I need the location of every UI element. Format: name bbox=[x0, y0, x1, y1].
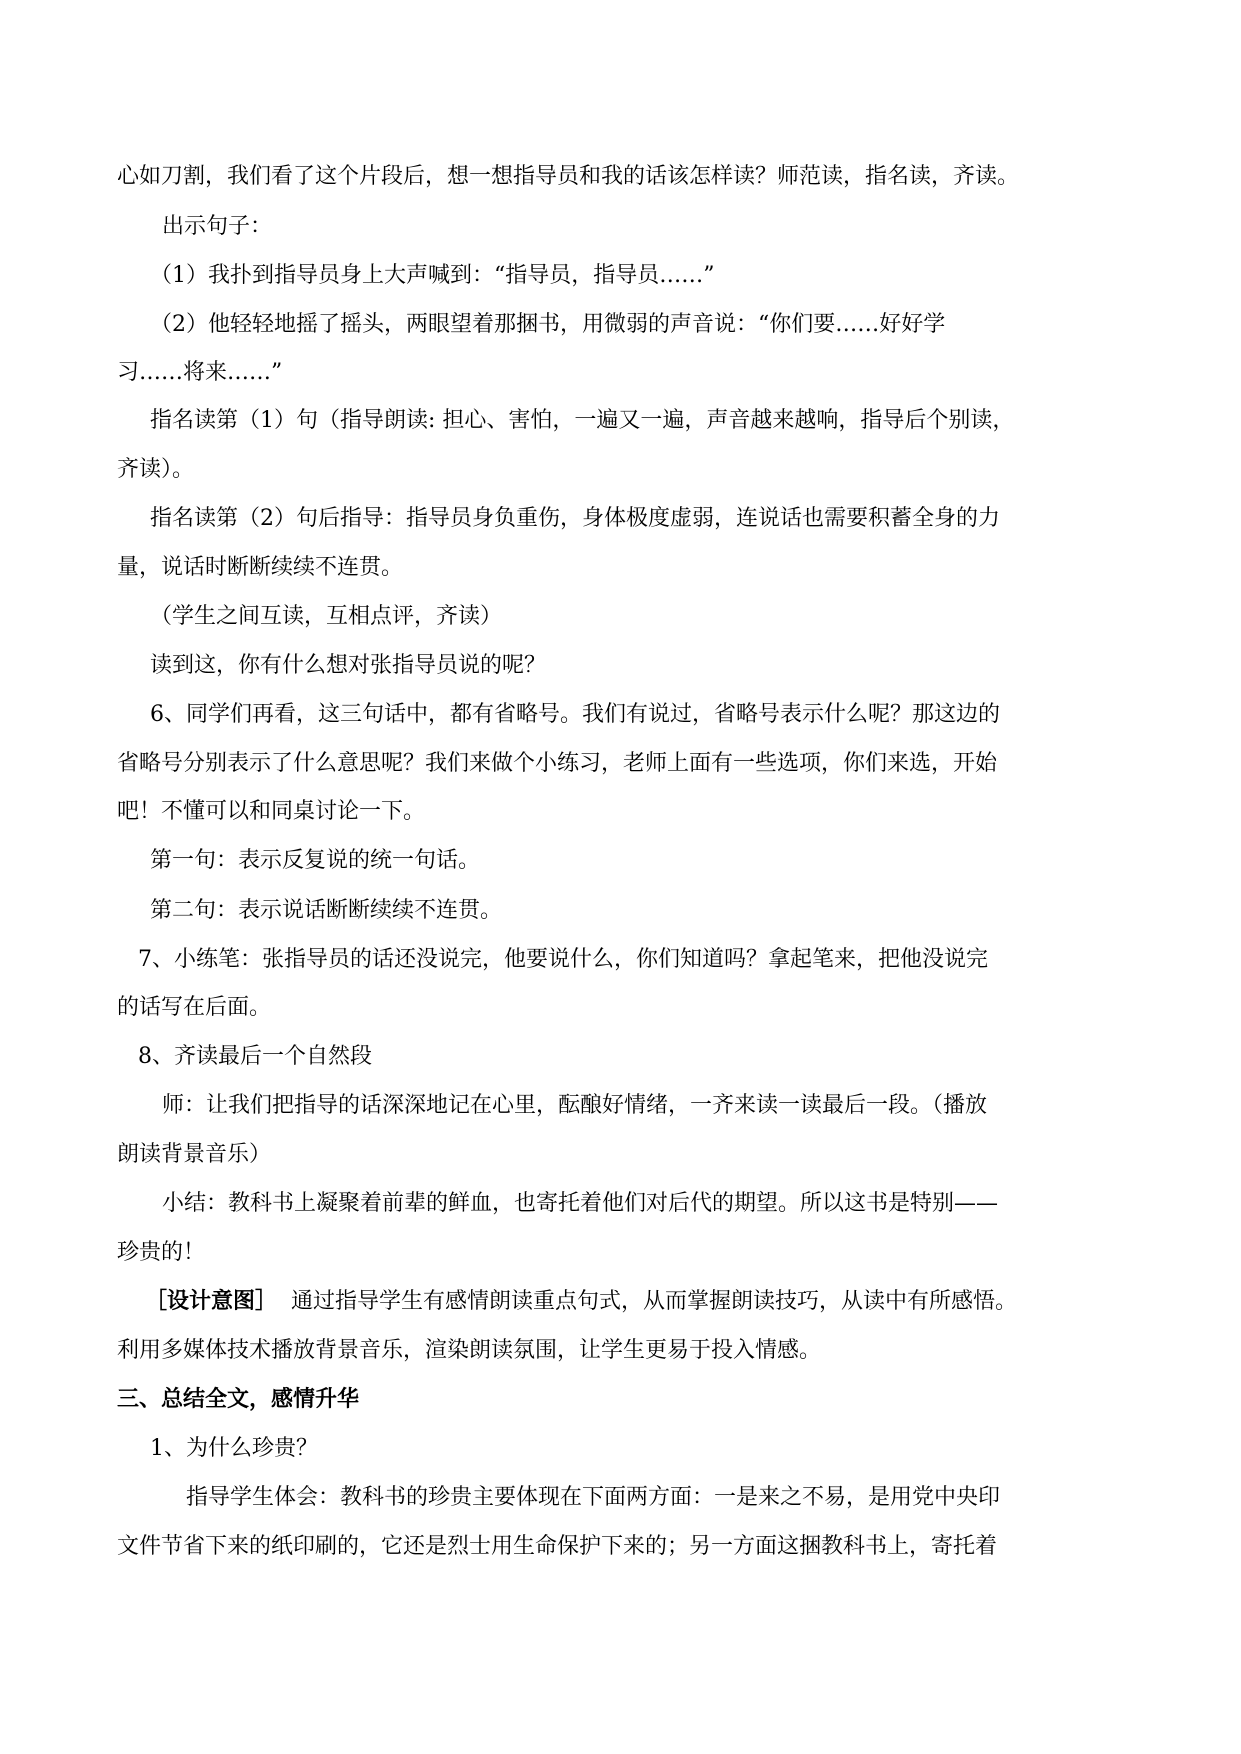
paragraph-line: 文件节省下来的纸印刷的，它还是烈士用生命保护下来的；另一方面这捆教科书上，寄托着 bbox=[117, 1534, 998, 1559]
paragraph-line: 第二句：表示说话断断续续不连贯。 bbox=[150, 898, 503, 923]
paragraph-line: 习……将来……” bbox=[117, 360, 283, 385]
paragraph-line: 师：让我们把指导的话深深地记在心里，酝酿好情绪，一齐来读一读最后一段。（播放 bbox=[162, 1093, 988, 1118]
paragraph-line: （2）他轻轻地摇了摇头，两眼望着那捆书，用微弱的声音说：“你们要……好好学 bbox=[150, 312, 946, 337]
design-intent-line bbox=[145, 1287, 1017, 1317]
paragraph-text: 通过指导学生有感情朗读重点句式，从而掌握朗读技巧，从读中有所感悟。 bbox=[291, 1289, 1018, 1314]
paragraph-line: 第一句：表示反复说的统一句话。 bbox=[150, 848, 481, 873]
paragraph-line: 省略号分别表示了什么意思呢？我们来做个小练习，老师上面有一些选项，你们来选，开始 bbox=[117, 751, 998, 776]
paragraph-line: 朗读背景音乐） bbox=[117, 1142, 272, 1167]
paragraph-line: 小结：教科书上凝聚着前辈的鲜血，也寄托着他们对后代的期望。所以这书是特别—— bbox=[162, 1191, 999, 1216]
section-heading: 三、总结全文，感情升华 bbox=[117, 1387, 360, 1412]
paragraph-line: 心如刀割，我们看了这个片段后，想一想指导员和我的话该怎样读？师范读，指名读，齐读。 bbox=[117, 164, 1020, 189]
paragraph-line: 指名读第（1）句（指导朗读: 担心、害怕，一遍又一遍，声音越来越响，指导后个别读， bbox=[150, 408, 1015, 433]
paragraph-line: 齐读）。 bbox=[117, 457, 195, 482]
paragraph-line: 1、为什么珍贵？ bbox=[150, 1436, 318, 1461]
paragraph-line: 利用多媒体技术播放背景音乐，渲染朗读氛围，让学生更易于投入情感。 bbox=[117, 1338, 822, 1363]
paragraph-line: 指导学生体会：教科书的珍贵主要体现在下面两方面：一是来之不易，是用党中央印 bbox=[186, 1485, 1001, 1510]
design-intent-label: ［设计意图］ bbox=[145, 1289, 278, 1314]
paragraph-line: 量，说话时断断续续不连贯。 bbox=[117, 555, 404, 580]
paragraph-line: 8、齐读最后一个自然段 bbox=[138, 1044, 372, 1069]
paragraph-line: 珍贵的！ bbox=[117, 1240, 206, 1265]
paragraph-line: 吧！不懂可以和同桌讨论一下。 bbox=[117, 799, 426, 824]
paragraph-line: 指名读第（2）句后指导：指导员身负重伤，身体极度虚弱，连说话也需要积蓄全身的力 bbox=[150, 506, 1000, 531]
paragraph-line: （学生之间互读，互相点评，齐读） bbox=[150, 604, 503, 629]
paragraph-line: 6、同学们再看，这三句话中，都有省略号。我们有说过，省略号表示什么呢？那这边的 bbox=[150, 702, 1000, 727]
paragraph-line: 出示句子： bbox=[162, 214, 273, 239]
paragraph-line: 读到这，你有什么想对张指导员说的呢？ bbox=[150, 653, 547, 678]
paragraph-line: （1）我扑到指导员身上大声喊到：“指导员，指导员……” bbox=[150, 263, 715, 288]
paragraph-line: 的话写在后面。 bbox=[117, 995, 272, 1020]
paragraph-line: 7、小练笔：张指导员的话还没说完，他要说什么，你们知道吗？拿起笔来，把他没说完 bbox=[138, 947, 988, 972]
